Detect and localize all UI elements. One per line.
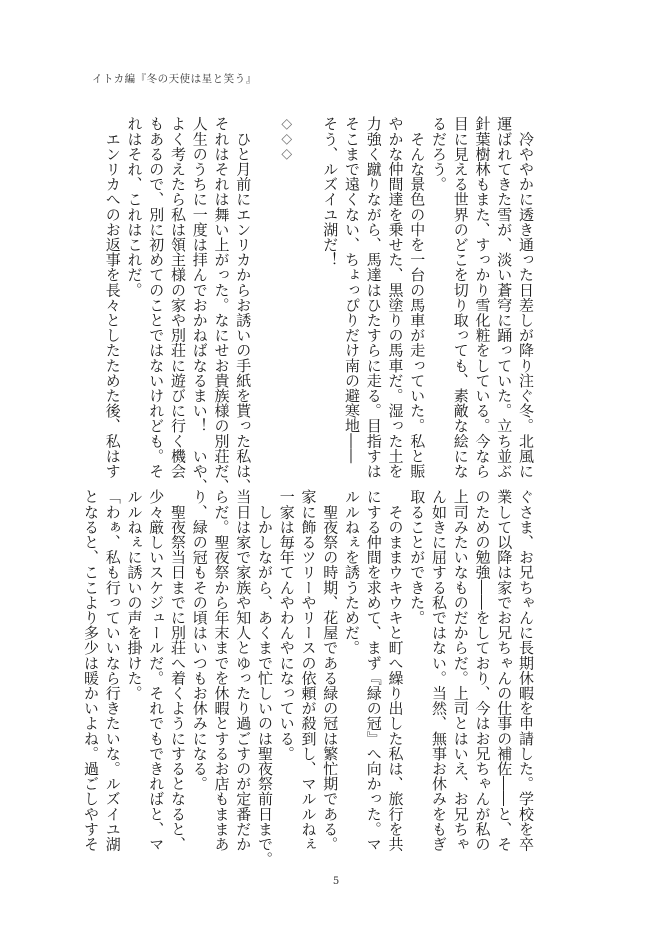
text-column: 運ばれてきた雪が、淡い蒼穹に踊っていた。立ち並ぶ: [495, 116, 514, 479]
text-column: しかしながら、あくまで忙しいのは聖夜祭前日まで。: [256, 489, 274, 867]
text-column: 少々厳しいスケジュールだ。それでもできればと、マ: [147, 489, 166, 852]
text-column: ひと月前にエンリカからお誘いの手紙を貰った私は、: [234, 116, 253, 494]
text-column: れはそれ、これはこれだ。: [125, 116, 144, 298]
text-column: 当日は家で家族や知人とゆったり過ごすのが定番だか: [234, 489, 253, 852]
text-column: り、緑の冠もその頃はいつもお休みになる。: [190, 489, 209, 791]
text-column: 聖夜祭当日までに別荘へ着くようにするとなると、: [169, 489, 187, 852]
text-column: それはそれは舞い上がった。なにせお貴族様の別荘だ、: [212, 116, 231, 494]
text-column: となると、ここより多少は暖かいよね。過ごしやすそ: [82, 489, 100, 852]
text-column: そこまで遠くない、ちょっぴりだけ南の避寒地――: [343, 116, 361, 464]
text-column: 冷ややかに透き通った日差しが降り注ぐ冬。北風に: [517, 116, 535, 479]
page-number: 5: [332, 876, 340, 887]
text-column: そのままウキウキと町へ繰り出した私は、旅行を共: [386, 489, 405, 852]
text-column: そう、ルズイユ湖だ！: [321, 116, 340, 267]
text-column: よく考えたら私は領主様の家や別荘に遊びに行く機会: [169, 116, 187, 479]
text-column: 上司みたいなものだからだ。上司とはいえ、お兄ちゃ: [451, 489, 470, 852]
text-column: 一家は毎年てんやわんやになっている。: [277, 489, 296, 761]
text-column: 業して以降は家でお兄ちゃんの仕事の補佐――と、そ: [495, 489, 514, 852]
text-column: やかな仲間達を乗せた、黒塗りの馬車だ。湿った土を: [386, 116, 405, 479]
text-column: そんな景色の中を一台の馬車が走っていた。私と賑: [408, 116, 427, 479]
text-column: 取ることができた。: [408, 489, 427, 625]
text-column: ぐさま、お兄ちゃんに長期休暇を申請した。学校を卒: [517, 489, 535, 852]
section-break-diamonds: ◇◇◇: [278, 116, 295, 161]
text-column: にする仲間を求めて、まず『緑の冠』へ向かった。マ: [364, 489, 383, 852]
text-column: エンリカへのお返事を長々としたためた後、私はす: [103, 116, 122, 479]
text-column: 家に飾るツリーやリースの依頼が殺到し、マルルねぇ: [299, 489, 318, 852]
text-column: るだろう。: [430, 116, 448, 192]
text-column: 力強く蹴りながら、馬達はひたすらに走る。目指すは: [364, 116, 383, 479]
text-column: ルルねぇを誘うためだ。: [343, 489, 361, 656]
text-column: のための勉強――をしており、今はお兄ちゃんが私の: [473, 489, 492, 852]
text-column: [253, 116, 275, 488]
text-column: ルルねぇに誘いの声を掛けた。: [125, 489, 144, 701]
text-column: 針葉樹林もまた、すっかり雪化粧をしている。今なら: [473, 116, 492, 479]
running-head-title: イトカ編『冬の天使は星と笑う』: [92, 73, 257, 85]
text-column: [297, 116, 319, 488]
upper-text-block: [79, 116, 536, 494]
text-column: もあるので、別に初めてのことではないけれども。そ: [147, 116, 166, 479]
text-column: ん如きに屈する私ではない。当然、無事お休みをもぎ: [430, 489, 448, 852]
text-column: 「わぁ、私も行っていいなら行きたいな。ルズイユ湖: [103, 489, 122, 852]
text-column: 目に見える世界のどこを切り取っても、素敵な絵にな: [451, 116, 470, 479]
text-column: 聖夜祭の時期、花屋である緑の冠は繁忙期である。: [321, 489, 340, 852]
lower-text-block: [79, 489, 536, 867]
text-column: 人生のうちに一度は拝んでおかねばなるまい！ いや、: [190, 116, 209, 494]
text-column: らだ。聖夜祭から年末までを休暇とするお店もままあ: [212, 489, 231, 852]
